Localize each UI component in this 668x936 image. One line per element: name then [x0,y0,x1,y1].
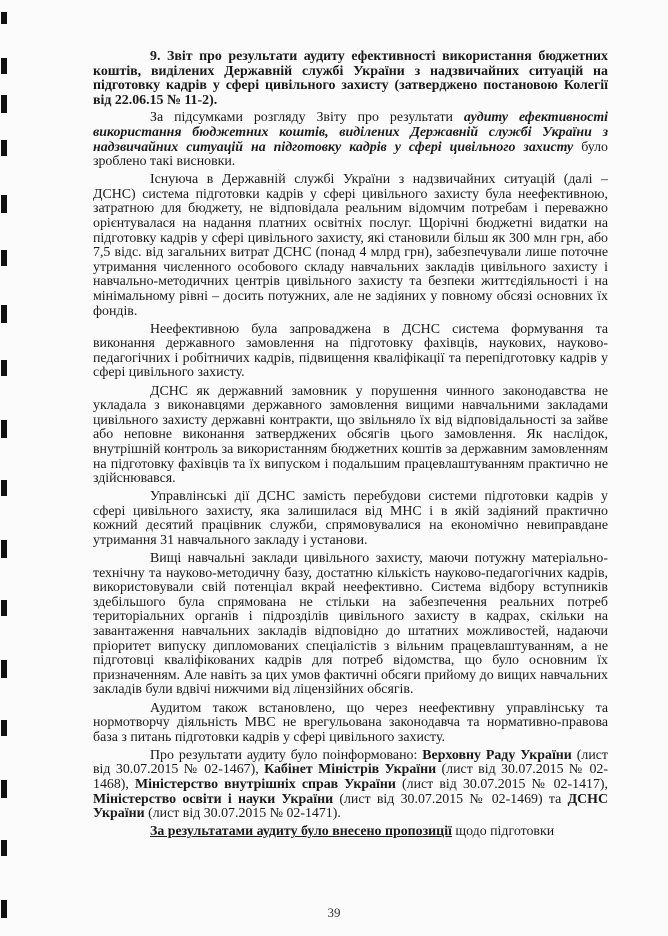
addressee: Верховну Раду України [422,747,572,763]
section-heading: 9. Звіт про результати аудиту ефективності використання бюджетних коштів, виділених Державній службі України з надзвичайних ситуацій на підготовку кадрів у сфері цивільного захисту (затверджено постановою Колегії від 22.06.15 № 11-2). [93,49,608,108]
text: щодо підготовки [451,824,555,840]
paragraph-notified [93,749,608,822]
text: (лист від 30.07.2015 № 02-1469) та [333,791,568,807]
paragraph: Неефективною була запроваджена в ДСНС система формування та виконання державного замовлення на підготовку фахівців, наукових, науково-педагогічних і робітничих кадрів, підвищення кваліфікації та перепідготовку кадрів у сфері цивільного захисту. [93,321,608,381]
page-number: 39 [327,905,341,920]
addressee: Міністерство освіти і науки України [93,791,334,807]
emphasis-text: аудиту ефективності використання бюджетних коштів, виділених Державній службі України з надзвичайних ситуацій на підготовку кадрів у сфері цивільного захисту [93,110,608,155]
text: (лист від 30.07.2015 № 02-1471). [144,806,341,822]
paragraph: Існуюча в Державній службі України з надзвичайних ситуацій (далі – ДСНС) система підготовки кадрів у сфері цивільного захисту була неефективною, затратною для бюджету, не відповідала реальним відомчим потребам і переважно орієнтувалася на надання платних освітніх послуг. Щорічні бюджетні видатки на підготовку кадрів у сфері цивільного захисту, які становили більш як 300 млн грн, або 7,5 відс. від загальних витрат ДСНС (понад 4 млрд грн), забезпечували лише поточне утримання численного особового складу навчальних закладів цивільного захисту і навчально-методичних центрів цивільного захисту та безпеки життєдіяльності і на мінімальному рівні – досить потужних, але не задіяних у повному обсязі основних їх фондів. [93,172,608,319]
paragraph-proposals [93,825,608,840]
paragraph: Управлінські дії ДСНС замість перебудови системи підготовки кадрів у сфері цивільного захисту, яка залишилася від МНС і в якій задіяний практично кожний десятий працівник служби, спрямовувалися на економічно невиправдане утримання 31 навчального закладу і установи. [93,489,608,548]
paragraph-intro [93,111,608,169]
text: було зроблено такі висновки. [93,139,608,170]
text: (лист від 30.07.2015 № 02-1417), [395,777,609,792]
scan-binding-marks [0,0,9,936]
addressee: Кабінет Міністрів України [264,762,437,778]
paragraph: ДСНС як державний замовник у порушення чинного законодавства не укладала з виконавцями державного замовлення вищими навчальними закладами цивільного захисту державні контракти, що звільняло їх від відповідальності за зайве або неповне виконання затверджених обсягів цього замовлення. Як наслідок, внутрішній контроль за використанням бюджетних коштів за державним замовленням на підготовку фахівців та їх випуском і подальшим працевлаштуванням практично не здійснювався. [93,383,608,487]
underlined-heading: За результатами аудиту було внесено пропозиції [150,824,452,840]
text: За підсумками розгляду Звіту про результати [150,110,464,126]
addressee: ДСНС України [93,791,608,822]
text: (лист від 30.07.2015 № 02-1468), [93,762,608,792]
paragraph: Аудитом також встановлено, що через неефективну управлінську та нормотворчу діяльність МВС не врегульована законодавча та нормативно-правова база з питань підготовки кадрів у сфері цивільного захисту. [93,700,608,745]
text: (лист від 30.07.2015 № 02-1467), [93,747,608,778]
document-body [93,50,608,843]
text: Про результати аудиту було поінформовано: [150,747,423,763]
paragraph: Вищі навчальні заклади цивільного захисту, маючи потужну матеріально-технічну та науково-методичну базу, достатню кількість науково-педагогічних кадрів, використовували свій потенціал вкрай неефективно. Система відбору вступників здебільшого була спрямована не стільки на забезпечення реальних потреб територіальних органів і підрозділів цивільного захисту в кадрах, скільки на завантаження навчальних закладів відповідно до штатних можливостей, надаючи пріоритет випуску дипломованих спеціалістів з вільним працевлаштуванням, а не підготовці кваліфікованих кадрів для потреб відомства, що було основним їх призначенням. Але навіть за цих умов фактичні обсяги прийому до вищих навчальних закладів були вдвічі нижчими від ліцензійних обсягів. [93,551,608,698]
addressee: Міністерство внутрішніх справ України [135,777,396,792]
